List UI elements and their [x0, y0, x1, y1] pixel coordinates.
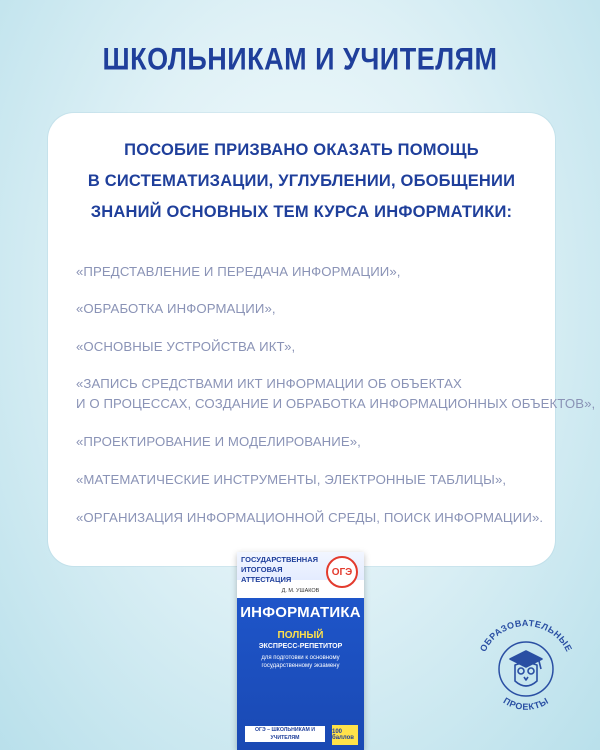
list-item: «ОБРАБОТКА ИНФОРМАЦИИ»,: [76, 301, 276, 316]
book-cover: [237, 552, 364, 750]
svg-text:ОБРАЗОВАТЕЛЬНЫЕ: [478, 618, 574, 653]
list-item: «ОСНОВНЫЕ УСТРОЙСТВА ИКТ»,: [76, 339, 296, 354]
logo-text-bottom: ПРОЕКТЫ: [501, 695, 551, 712]
book-subject: ИНФОРМАТИКА: [240, 604, 361, 621]
page-title: ШКОЛЬНИКАМ И УЧИТЕЛЯМ: [102, 41, 498, 77]
list-item: «ЗАПИСЬ СРЕДСТВАМИ ИКТ ИНФОРМАЦИИ ОБ ОБЪЕКТАХ: [76, 376, 462, 391]
exam-mark-badge: ОГЭ: [326, 556, 358, 588]
score-badge: 100 баллов: [332, 725, 358, 745]
list-item: «МАТЕМАТИЧЕСКИЕ ИНСТРУМЕНТЫ, ЭЛЕКТРОННЫЕ ТАБЛИЦЫ»,: [76, 472, 507, 487]
logo-text-top: ОБРАЗОВАТЕЛЬНЫЕ: [477, 617, 575, 654]
lead-line: ЗНАНИЙ ОСНОВНЫХ ТЕМ КУРСА ИНФОРМАТИКИ:: [90, 203, 513, 221]
logo-ring: [499, 642, 553, 696]
card-lead: [48, 135, 555, 228]
book-subtitle: ЭКСПРЕСС-РЕПЕТИТОР: [258, 643, 343, 650]
list-item: И О ПРОЦЕССАХ, СОЗДАНИЕ И ОБРАБОТКА ИНФОРМАЦИОННЫХ ОБЪЕКТОВ»,: [76, 396, 596, 411]
publisher-logo: [467, 607, 585, 725]
list-item: «ОРГАНИЗАЦИЯ ИНФОРМАЦИОННОЙ СРЕДЫ, ПОИСК ИНФОРМАЦИИ».: [76, 510, 544, 525]
book-series: ГОСУДАРСТВЕННАЯ ИТОГОВАЯ АТТЕСТАЦИЯ: [241, 555, 319, 584]
book-description: для подготовки к основному государственному экзамену: [261, 655, 340, 669]
book-type-line: ПОЛНЫЙ: [277, 630, 324, 641]
info-card: [48, 113, 596, 566]
lead-line: В СИСТЕМАТИЗАЦИИ, УГЛУБЛЕНИИ, ОБОБЩЕНИИ: [87, 172, 516, 190]
lead-line: ПОСОБИЕ ПРИЗВАНО ОКАЗАТЬ ПОМОЩЬ: [124, 141, 479, 159]
svg-text:ПРОЕКТЫ: [502, 696, 551, 712]
list-item: «ПРЕДСТАВЛЕНИЕ И ПЕРЕДАЧА ИНФОРМАЦИИ»,: [76, 264, 401, 279]
list-item: «ПРОЕКТИРОВАНИЕ И МОДЕЛИРОВАНИЕ»,: [76, 434, 361, 449]
book-author: Д. М. УШАКОВ: [281, 588, 320, 594]
book-strip: ОГЭ – ШКОЛЬНИКАМ И УЧИТЕЛЯМ: [245, 726, 325, 742]
book-cover-panel: [237, 598, 364, 750]
owl-icon: [510, 651, 542, 686]
